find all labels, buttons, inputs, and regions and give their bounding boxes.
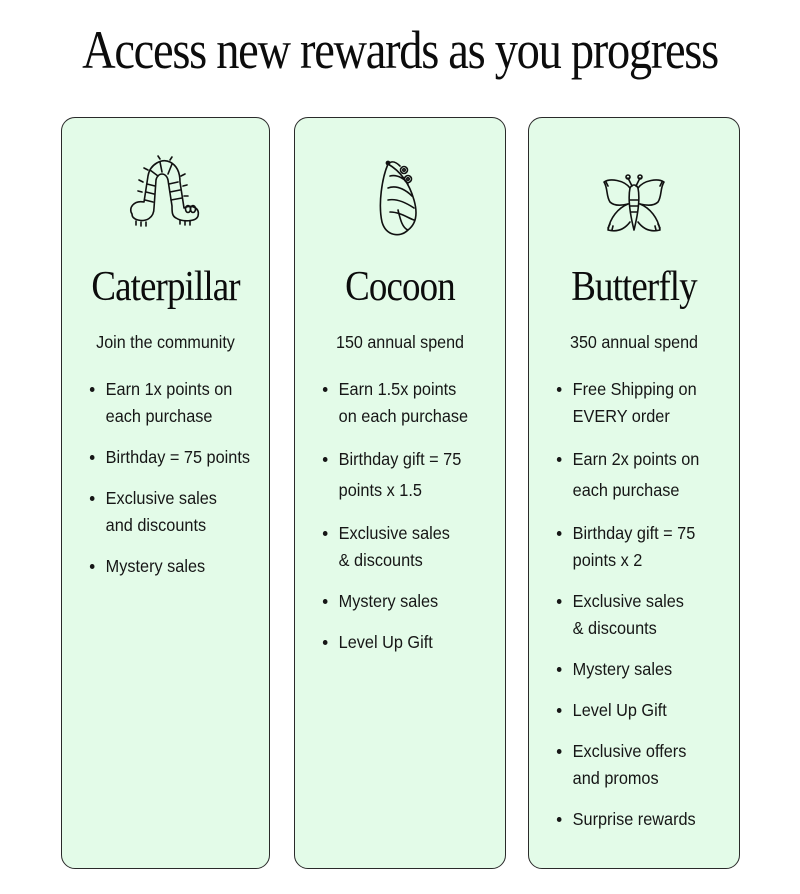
perk-list: [321, 376, 497, 670]
perk-item: Earn 1x points on each purchase: [88, 376, 236, 430]
tier-requirement: 150 annual spend: [335, 332, 465, 352]
tier-card-caterpillar: [61, 117, 270, 869]
perk-list: [555, 376, 731, 847]
perk-item: Earn 2x points on each purchase: [555, 444, 703, 506]
perk-item: Exclusive sales and discounts: [88, 485, 217, 539]
perk-item: Birthday gift = 75 points x 2: [555, 520, 698, 574]
perk-list: [88, 376, 261, 594]
caterpillar-icon: [62, 156, 269, 246]
tier-card-butterfly: [528, 117, 740, 869]
perk-item: Birthday = 75 points: [88, 444, 249, 471]
perk-item: Mystery sales: [321, 588, 485, 615]
perk-item: Exclusive sales & discounts: [321, 520, 450, 574]
perk-item: Mystery sales: [555, 656, 719, 683]
perk-item: Mystery sales: [88, 553, 249, 580]
perk-item: Exclusive sales & discounts: [555, 588, 684, 642]
perk-item: Birthday gift = 75 points x 1.5: [321, 444, 464, 506]
perk-item: Free Shipping on EVERY order: [555, 376, 703, 430]
perk-item: Level Up Gift: [321, 629, 485, 656]
perk-item: Surprise rewards: [555, 806, 719, 833]
tier-name: Cocoon: [345, 264, 455, 310]
tier-name: Butterfly: [571, 264, 697, 310]
tier-name: Caterpillar: [91, 264, 240, 310]
perk-item: Exclusive offers and promos: [555, 738, 689, 792]
perk-item: Earn 1.5x points on each purchase: [321, 376, 478, 430]
perk-item: Level Up Gift: [555, 697, 719, 724]
cocoon-icon: [295, 158, 505, 248]
tier-requirement: 350 annual spend: [569, 332, 699, 352]
tier-requirement: Join the community: [96, 332, 235, 352]
butterfly-icon: [529, 174, 739, 264]
tier-card-cocoon: [294, 117, 506, 869]
page-title: Access new rewards as you progress: [82, 20, 718, 80]
